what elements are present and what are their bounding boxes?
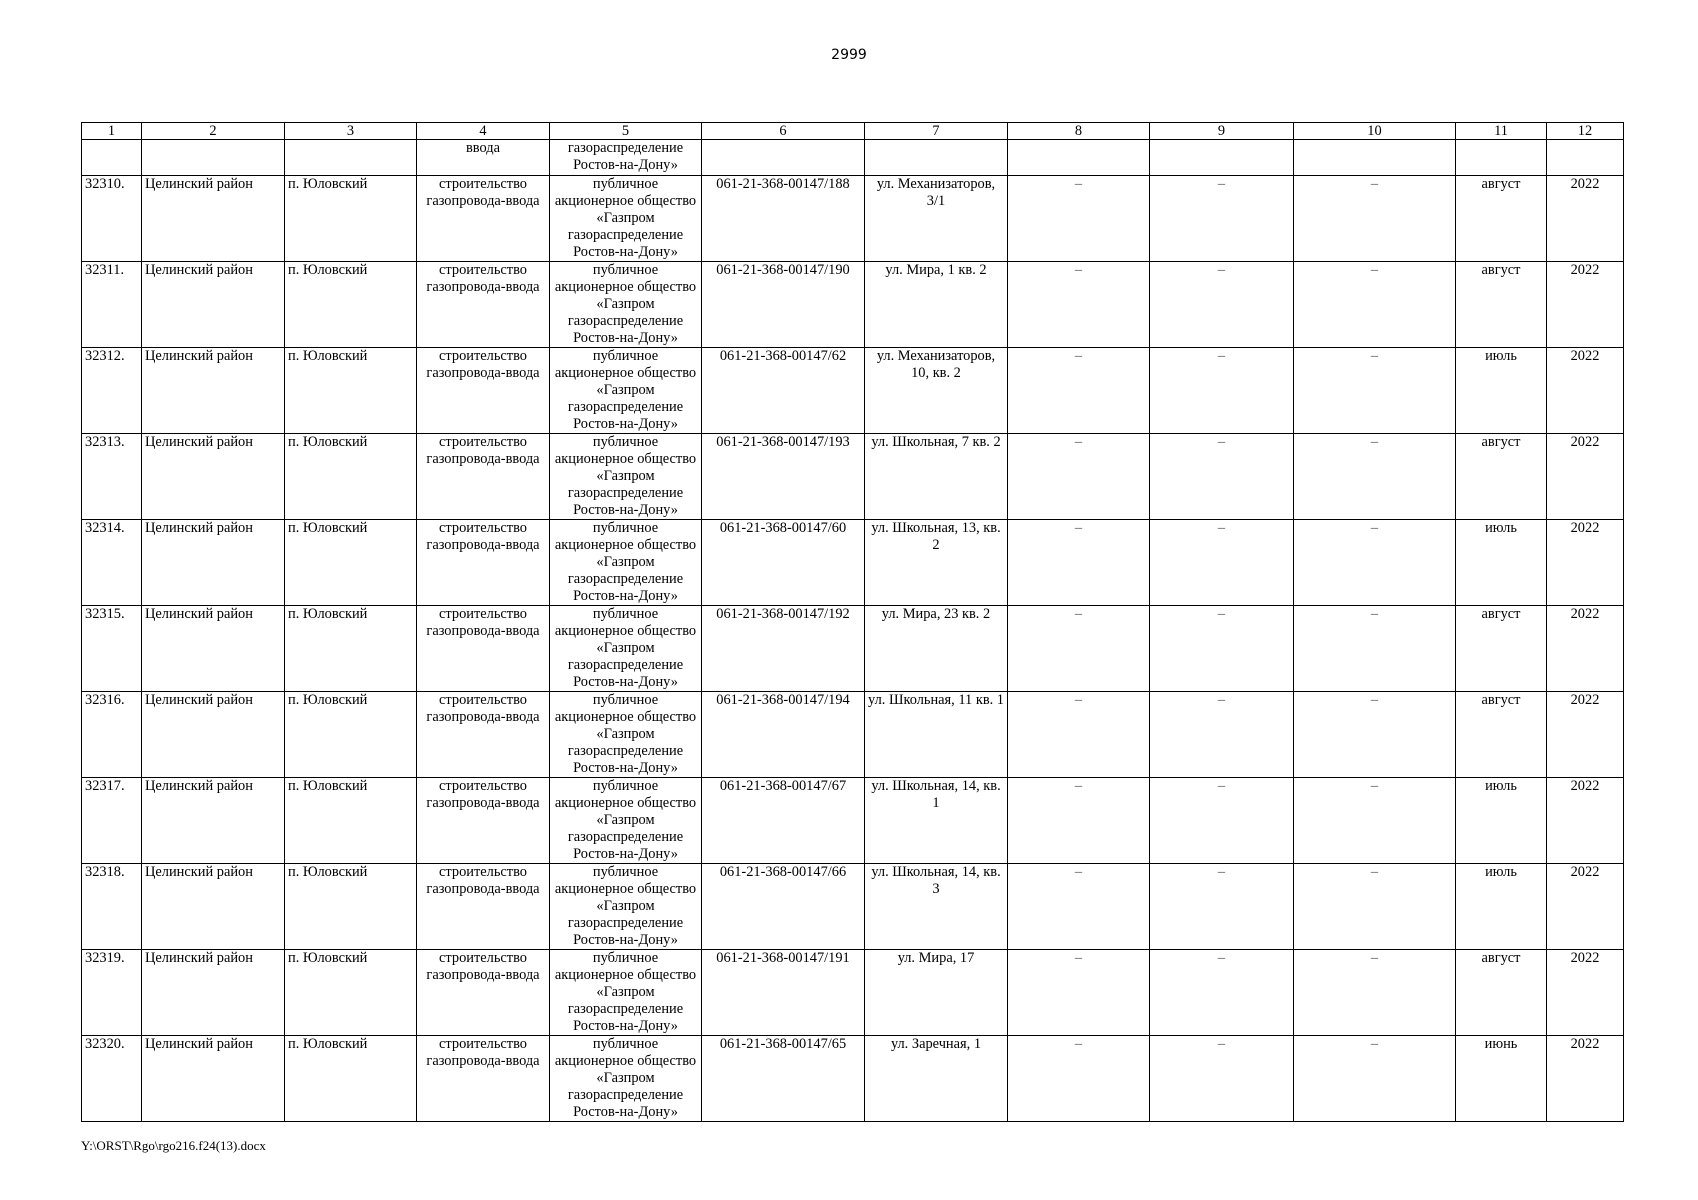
- column-10-cell: –: [1294, 692, 1456, 778]
- address-cell: ул. Механизаторов, 10, кв. 2: [865, 348, 1008, 434]
- month-cell: август: [1456, 950, 1547, 1036]
- column-header: 12: [1547, 123, 1624, 140]
- district-cell: Целинский район: [142, 864, 285, 950]
- owner-cell: публичное акционерное общество «Газпром газораспределение Ростов-на-Дону»: [550, 606, 702, 692]
- column-header: 11: [1456, 123, 1547, 140]
- work-type-cell: строительство газопровода-ввода: [417, 778, 550, 864]
- column-header: 10: [1294, 123, 1456, 140]
- permit-code-cell: 061-21-368-00147/65: [702, 1036, 865, 1122]
- permit-code-cell: 061-21-368-00147/60: [702, 520, 865, 606]
- permit-code-cell: 061-21-368-00147/190: [702, 262, 865, 348]
- owner-cell: публичное акционерное общество «Газпром газораспределение Ростов-на-Дону»: [550, 262, 702, 348]
- year-cell: 2022: [1547, 1036, 1624, 1122]
- owner-cell: публичное акционерное общество «Газпром газораспределение Ростов-на-Дону»: [550, 778, 702, 864]
- address-cell: ул. Школьная, 14, кв. 3: [865, 864, 1008, 950]
- column-10-cell: –: [1294, 348, 1456, 434]
- table-row: [82, 778, 1624, 864]
- table-row: [82, 176, 1624, 262]
- column-8-cell: –: [1008, 176, 1150, 262]
- settlement-cell: п. Юловский: [285, 348, 417, 434]
- work-type-cell: строительство газопровода-ввода: [417, 692, 550, 778]
- register-table: [81, 122, 1624, 1122]
- work-type-cell: строительство газопровода-ввода: [417, 348, 550, 434]
- district-cell: Целинский район: [142, 434, 285, 520]
- column-header: 2: [142, 123, 285, 140]
- column-10-cell: –: [1294, 606, 1456, 692]
- address-cell: ул. Школьная, 11 кв. 1: [865, 692, 1008, 778]
- column-8-cell: –: [1008, 262, 1150, 348]
- district-cell: Целинский район: [142, 176, 285, 262]
- year-cell: 2022: [1547, 692, 1624, 778]
- column-8-cell: –: [1008, 1036, 1150, 1122]
- month-cell: август: [1456, 262, 1547, 348]
- column-9-cell: –: [1150, 176, 1294, 262]
- column-number-row: [82, 123, 1624, 140]
- row-number-cell: 32314.: [82, 520, 142, 606]
- column-8-cell: –: [1008, 864, 1150, 950]
- owner-cell: публичное акционерное общество «Газпром газораспределение Ростов-на-Дону»: [550, 692, 702, 778]
- column-header: 6: [702, 123, 865, 140]
- column-9-cell: –: [1150, 520, 1294, 606]
- district-cell: Целинский район: [142, 262, 285, 348]
- settlement-cell: п. Юловский: [285, 864, 417, 950]
- settlement-cell: п. Юловский: [285, 778, 417, 864]
- row-number-cell: 32318.: [82, 864, 142, 950]
- column-9-cell: –: [1150, 348, 1294, 434]
- column-10-cell: –: [1294, 950, 1456, 1036]
- owner-cell: публичное акционерное общество «Газпром газораспределение Ростов-на-Дону»: [550, 176, 702, 262]
- work-type-cell: строительство газопровода-ввода: [417, 864, 550, 950]
- column-header: 7: [865, 123, 1008, 140]
- month-cell: август: [1456, 606, 1547, 692]
- settlement-cell: п. Юловский: [285, 692, 417, 778]
- column-8-cell: –: [1008, 950, 1150, 1036]
- table-row: [82, 864, 1624, 950]
- table-row: [82, 520, 1624, 606]
- table-row: [82, 434, 1624, 520]
- year-cell: 2022: [1547, 950, 1624, 1036]
- year-cell: 2022: [1547, 778, 1624, 864]
- district-cell: Целинский район: [142, 348, 285, 434]
- address-cell: ул. Мира, 23 кв. 2: [865, 606, 1008, 692]
- month-cell: июль: [1456, 520, 1547, 606]
- owner-cell: публичное акционерное общество «Газпром газораспределение Ростов-на-Дону»: [550, 950, 702, 1036]
- owner-cell: публичное акционерное общество «Газпром газораспределение Ростов-на-Дону»: [550, 864, 702, 950]
- column-8-cell: –: [1008, 778, 1150, 864]
- table-row: [82, 692, 1624, 778]
- column-10-cell: –: [1294, 434, 1456, 520]
- owner-cell: публичное акционерное общество «Газпром газораспределение Ростов-на-Дону»: [550, 1036, 702, 1122]
- column-10-cell: –: [1294, 520, 1456, 606]
- row-number-cell: 32312.: [82, 348, 142, 434]
- column-header: 8: [1008, 123, 1150, 140]
- column-10-cell: –: [1294, 778, 1456, 864]
- settlement-cell: п. Юловский: [285, 950, 417, 1036]
- column-header: 9: [1150, 123, 1294, 140]
- address-cell: ул. Школьная, 7 кв. 2: [865, 434, 1008, 520]
- month-cell: июнь: [1456, 1036, 1547, 1122]
- column-10-cell: –: [1294, 262, 1456, 348]
- row-number-cell: 32310.: [82, 176, 142, 262]
- column-10-cell: –: [1294, 1036, 1456, 1122]
- work-type-cell: строительство газопровода-ввода: [417, 1036, 550, 1122]
- year-cell: 2022: [1547, 434, 1624, 520]
- column-9-cell: –: [1150, 606, 1294, 692]
- column-header: 5: [550, 123, 702, 140]
- column-9-cell: –: [1150, 434, 1294, 520]
- continuation-row: [82, 140, 1624, 176]
- district-cell: Целинский район: [142, 520, 285, 606]
- table-row: [82, 950, 1624, 1036]
- column-9-cell: –: [1150, 1036, 1294, 1122]
- address-cell: ул. Механизаторов, 3/1: [865, 176, 1008, 262]
- address-cell: ул. Школьная, 13, кв. 2: [865, 520, 1008, 606]
- work-type-cell: строительство газопровода-ввода: [417, 262, 550, 348]
- permit-code-cell: 061-21-368-00147/194: [702, 692, 865, 778]
- column-header: 3: [285, 123, 417, 140]
- permit-code-cell: 061-21-368-00147/193: [702, 434, 865, 520]
- address-cell: ул. Школьная, 14, кв. 1: [865, 778, 1008, 864]
- table-row: [82, 1036, 1624, 1122]
- column-9-cell: –: [1150, 692, 1294, 778]
- month-cell: июль: [1456, 348, 1547, 434]
- owner-cell: публичное акционерное общество «Газпром газораспределение Ростов-на-Дону»: [550, 434, 702, 520]
- settlement-cell: п. Юловский: [285, 434, 417, 520]
- district-cell: Целинский район: [142, 606, 285, 692]
- address-cell: ул. Мира, 1 кв. 2: [865, 262, 1008, 348]
- year-cell: 2022: [1547, 176, 1624, 262]
- column-9-cell: –: [1150, 950, 1294, 1036]
- permit-code-cell: 061-21-368-00147/66: [702, 864, 865, 950]
- column-8-cell: –: [1008, 520, 1150, 606]
- settlement-cell: п. Юловский: [285, 262, 417, 348]
- district-cell: Целинский район: [142, 778, 285, 864]
- table-row: [82, 348, 1624, 434]
- work-type-cell: строительство газопровода-ввода: [417, 520, 550, 606]
- year-cell: 2022: [1547, 864, 1624, 950]
- page-number: 2999: [831, 47, 867, 63]
- work-type-cell: ввода: [417, 140, 550, 176]
- row-number-cell: 32311.: [82, 262, 142, 348]
- district-cell: Целинский район: [142, 692, 285, 778]
- permit-code-cell: 061-21-368-00147/192: [702, 606, 865, 692]
- permit-code-cell: 061-21-368-00147/62: [702, 348, 865, 434]
- year-cell: 2022: [1547, 606, 1624, 692]
- month-cell: июль: [1456, 778, 1547, 864]
- row-number-cell: 32320.: [82, 1036, 142, 1122]
- year-cell: 2022: [1547, 262, 1624, 348]
- work-type-cell: строительство газопровода-ввода: [417, 434, 550, 520]
- owner-cell: газораспределение Ростов-на-Дону»: [550, 140, 702, 176]
- column-9-cell: –: [1150, 778, 1294, 864]
- column-8-cell: –: [1008, 348, 1150, 434]
- owner-cell: публичное акционерное общество «Газпром газораспределение Ростов-на-Дону»: [550, 348, 702, 434]
- permit-code-cell: 061-21-368-00147/67: [702, 778, 865, 864]
- table-row: [82, 262, 1624, 348]
- settlement-cell: п. Юловский: [285, 520, 417, 606]
- column-9-cell: –: [1150, 864, 1294, 950]
- work-type-cell: строительство газопровода-ввода: [417, 950, 550, 1036]
- month-cell: август: [1456, 692, 1547, 778]
- district-cell: Целинский район: [142, 950, 285, 1036]
- column-9-cell: –: [1150, 262, 1294, 348]
- year-cell: 2022: [1547, 520, 1624, 606]
- address-cell: ул. Заречная, 1: [865, 1036, 1008, 1122]
- settlement-cell: п. Юловский: [285, 1036, 417, 1122]
- row-number-cell: 32316.: [82, 692, 142, 778]
- owner-cell: публичное акционерное общество «Газпром газораспределение Ростов-на-Дону»: [550, 520, 702, 606]
- address-cell: ул. Мира, 17: [865, 950, 1008, 1036]
- column-10-cell: –: [1294, 176, 1456, 262]
- table-row: [82, 606, 1624, 692]
- district-cell: Целинский район: [142, 1036, 285, 1122]
- column-header: 4: [417, 123, 550, 140]
- row-number-cell: 32319.: [82, 950, 142, 1036]
- column-8-cell: –: [1008, 606, 1150, 692]
- column-header: 1: [82, 123, 142, 140]
- row-number-cell: 32315.: [82, 606, 142, 692]
- column-8-cell: –: [1008, 434, 1150, 520]
- year-cell: 2022: [1547, 348, 1624, 434]
- settlement-cell: п. Юловский: [285, 606, 417, 692]
- row-number-cell: 32317.: [82, 778, 142, 864]
- permit-code-cell: 061-21-368-00147/188: [702, 176, 865, 262]
- settlement-cell: п. Юловский: [285, 176, 417, 262]
- column-10-cell: –: [1294, 864, 1456, 950]
- column-8-cell: –: [1008, 692, 1150, 778]
- month-cell: август: [1456, 434, 1547, 520]
- work-type-cell: строительство газопровода-ввода: [417, 606, 550, 692]
- footer-file-path: Y:\ORST\Rgo\rgo216.f24(13).docx: [81, 1138, 266, 1153]
- permit-code-cell: 061-21-368-00147/191: [702, 950, 865, 1036]
- month-cell: август: [1456, 176, 1547, 262]
- month-cell: июль: [1456, 864, 1547, 950]
- row-number-cell: 32313.: [82, 434, 142, 520]
- work-type-cell: строительство газопровода-ввода: [417, 176, 550, 262]
